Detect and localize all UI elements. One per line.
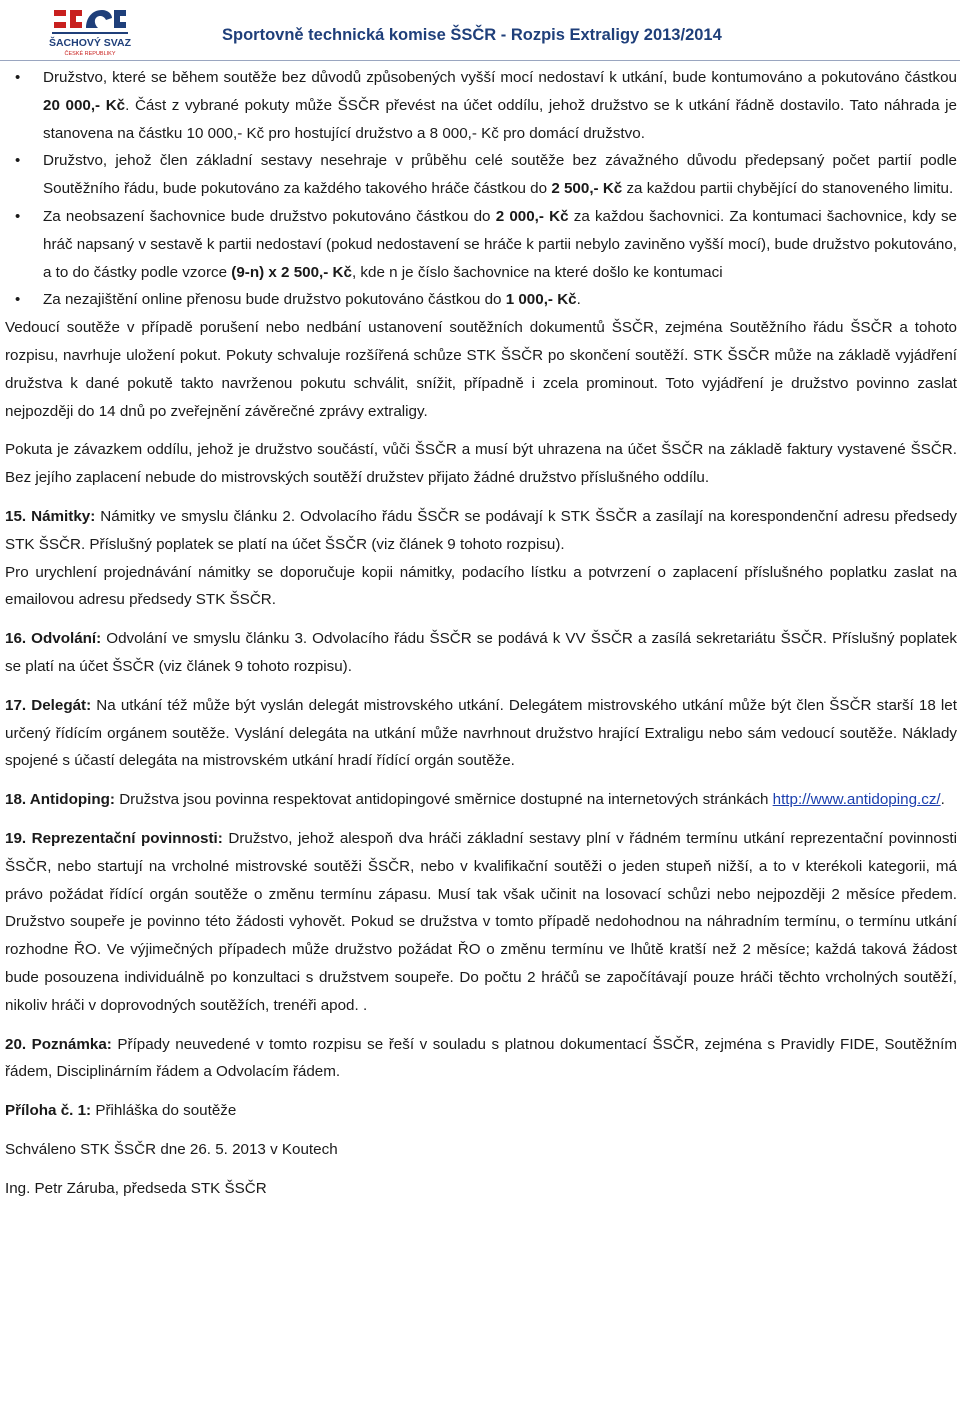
section-heading: 18. Antidoping: [5,791,115,809]
section-19: 19. Reprezentační povinnosti: Družstvo, jehož alespoň dva hráči základní sestavy plní v řádném termínu utkání reprezentační povinnosti ŠSČR, nebo startují na vrcholné mistrovské soutěži ŠSČR, nebo v kvalifikační soutěži o jeden stupeň nižší, a to v kterékoli kategorii, má právo požádat řídící orgán soutěže o změnu termínu zápasu. Musí tak však učinit na losovací schůzi nebo nejpozději 2 měsíce předem. Družstvo soupeře je povinno této žádosti vyhovět. Pokud se družstva v tomto případě nedohodnou na náhradním termínu, o termínu utkání rozhodne ŘO. Ve výjimečných případech může družstvo požádat ŘO o změnu termínu ve lhůtě kratší než 2 měsíce; každá taková žádost bude posouzena individuálně po konzultaci s družstvem soupeře. Do počtu 2 hráčů se započítávají pouze hráči těchto vrcholných soutěží, nikoliv hráči v doprovodných soutěžích, trenéři apod. . [5,829,958,1014]
logo-text: ŠACHOVÝ SVAZ [48,37,132,49]
section-16: 16. Odvolání: Odvolání ve smyslu článku 3. Odvolacího řádu ŠSČR se podává k VV ŠSČR a zasílá sekretariátu ŠSČR. Příslušný poplatek se platí na účet ŠSČR (viz článek 9 tohoto rozpisu). [5,630,957,675]
page-header [0,0,960,62]
section-heading: 15. Námitky: [5,507,96,525]
list-item: • Za neobsazení šachovnice bude družstvo pokutováno částkou do 2 000,- Kč za každou šachovnici. Za kontumaci šachovnice, kdy se hráč napsaný v sestavě k partii nedostaví (pokud nedostavení se hráče k partii nebylo zaviněno vyšší mocí), bude družstvo pokutováno, a to do částky podle vzorce (9-n) x 2 500,- Kč, kde n je číslo šachovnice na které došlo ke kontumaci [5,203,957,286]
section-20: 20. Poznámka: Případy neuvedené v tomto rozpisu se řeší v souladu s platnou dokumentací ŠSČR, zejména s Pravidly FIDE, Soutěžním řádem, Disciplinárním řádem a Odvolacím řádem. [5,1035,958,1081]
section-15-note: Pro urychlení projednávání námitky se doporučuje kopii námitky, podacího lístku a potvrzení o zaplacení příslušného poplatku zaslat na emailovou adresu předsedy STK ŠSČR. [5,563,957,609]
section-heading: 19. Reprezentační povinnosti: [5,829,223,847]
paragraph-fine-liability: Pokuta je závazkem oddílu, jehož je družstvo součástí, vůči ŠSČR a musí být uhrazena na účet ŠSČR na základě faktury vystavené ŠSČR. Bez jejího zaplacení nebude do mistrovských soutěží družstev přijato žádné družstvo příslušného oddílu. [5,441,957,487]
section-15: 15. Námitky: Námitky ve smyslu článku 2. Odvolacího řádu ŠSČR se podávají k STK ŠSČR a zasílají na korespondenční adresu předsedy STK ŠSČR. Příslušný poplatek se platí na účet ŠSČR (viz článek 9 tohoto rozpisu). [5,507,957,553]
paragraph-fines-approval: Vedoucí soutěže v případě porušení nebo nedbání ustanovení soutěžních dokumentů ŠSČR, zejména Soutěžního řádu ŠSČR a tohoto rozpisu, navrhuje uložení pokut. Pokuty schvaluje rozšířená schůze STK ŠSČR po skončení soutěží. STK ŠSČR může na základě vyjádření družstva k dané pokutě takto navrženou pokutu schválit, snížit, případně i zcela prominout. Toto vyjádření je družstvo povinno zaslat nejpozději do 14 dnů po zveřejnění závěrečné zprávy extraligy. [5,319,957,420]
list-item: • Družstvo, jehož člen základní sestavy nesehraje v průběhu celé soutěže bez závažného důvodu předepsaný počet partií podle Soutěžního řádu, bude pokutováno za každého takového hráče částkou do 2 500,- Kč za každou partii chybějící do stanoveného limitu. [5,147,957,203]
chess-federation-logo [46,4,134,58]
header-divider [0,60,960,61]
logo-subtext: ČESKÉ REPUBLIKY [64,51,116,57]
antidoping-link[interactable]: http://www.antidoping.cz/ [772,791,941,809]
list-item: • Družstvo, které se během soutěže bez důvodů způsobených vyšší mocí nedostaví k utkání, bude kontumováno a pokutováno částkou 20 000,- Kč. Část z vybrané pokuty může ŠSČR převést na účet oddílu, jehož družstvo se k utkání řádně dostavilo. Tato náhrada je stanovena na částku 10 000,- Kč pro hostující družstvo a 8 000,- Kč pro domácí družstvo. [5,64,957,147]
list-item: • Za nezajištění online přenosu bude družstvo pokutováno částkou do 1 000,- Kč. [5,286,957,314]
section-17: 17. Delegát: Na utkání též může být vyslán delegát mistrovského utkání. Delegátem mistrovského utkání může být člen ŠSČR starší 18 let určený řídícím orgánem soutěže. Vyslání delegáta na utkání může navrhnout družstvo hrající Extraligu nebo sám vedoucí soutěže. Náklady spojené s účastí delegáta na mistrovském utkání hradí řídící orgán soutěže. [5,696,957,770]
section-heading: 20. Poznámka: [5,1035,112,1053]
approval-line: Schváleno STK ŠSČR dne 26. 5. 2013 v Koutech [5,1140,338,1158]
section-18: 18. Antidoping: Družstva jsou povinna respektovat antidopingové směrnice dostupné na internetových stránkách http://www.antidoping.cz/. [5,791,945,809]
section-heading: 16. Odvolání: [5,630,102,648]
document-title: Sportovně technická komise ŠSČR - Rozpis Extraligy 2013/2014 [222,26,722,44]
signature-line: Ing. Petr Záruba, předseda STK ŠSČR [5,1179,267,1197]
document-body [5,64,957,1202]
attachment-line: Příloha č. 1: Přihláška do soutěže [5,1102,237,1120]
section-heading: 17. Delegát: [5,696,92,714]
